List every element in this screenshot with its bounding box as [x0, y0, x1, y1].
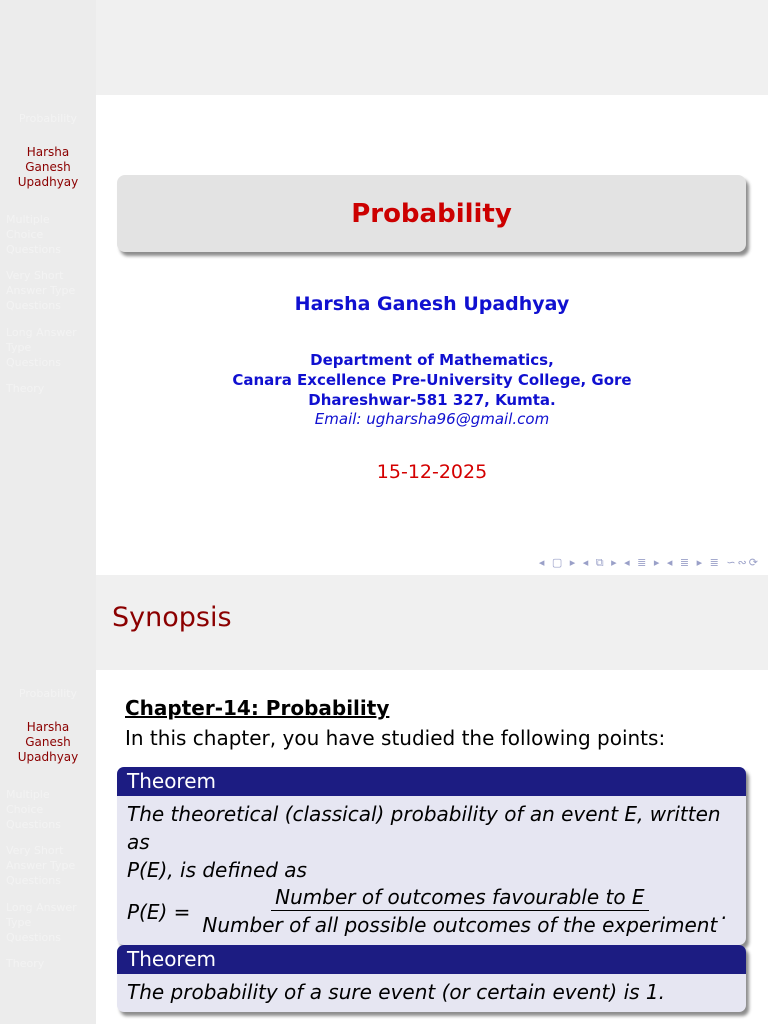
header-bar — [96, 0, 768, 95]
sidebar-title[interactable]: Probability — [18, 687, 78, 700]
title-box — [117, 175, 746, 252]
sidebar-section-long[interactable]: Long Answer Type Questions — [6, 901, 77, 944]
presentation-title: Probability — [351, 198, 512, 229]
email-link[interactable]: Email: ugharsha96@gmail.com — [314, 410, 550, 428]
sidebar-section-long[interactable]: Long Answer Type Questions — [6, 326, 77, 369]
sidebar — [0, 0, 96, 575]
fraction — [198, 884, 721, 939]
probability-formula: P(E) = $\frac{\text{Number of outcomes favourable to E}}{\text{Number of all possible outcomes of the experiment}}$ . — [127, 885, 728, 937]
date: 15-12-2025 — [376, 461, 488, 483]
theorem-heading: Theorem — [117, 767, 746, 796]
numerator: Number of outcomes favourable to E — [271, 884, 648, 911]
affiliation: Department of Mathematics, Canara Excellence Pre-University College, Gore Dhareshwar-581 327, Kumta. Email: ugharsha96@gmail.com — [96, 350, 768, 428]
sidebar-section-short[interactable]: Very Short Answer Type Questions — [6, 269, 76, 312]
denominator: Number of all possible outcomes of the experiment — [202, 913, 718, 937]
sidebar-title[interactable]: Probability — [18, 112, 78, 125]
sidebar-section-theory[interactable]: Theory — [6, 957, 45, 970]
navigation-symbols[interactable]: ◂ ▢ ▸ ◂ ⧉ ▸ ◂ ≣ ▸ ◂ ≣ ▸ ≣ ∽∾⟳ — [538, 556, 760, 569]
sidebar-section-short[interactable]: Very Short Answer Type Questions — [6, 844, 76, 887]
author-name: Harsha Ganesh Upadhyay — [294, 293, 570, 315]
sidebar-section-mcq[interactable]: Multiple Choice Questions — [6, 788, 61, 831]
sidebar — [0, 575, 96, 1024]
theorem-body: The probability of a sure event (or certain event) is 1. — [127, 980, 665, 1004]
theorem-block — [117, 767, 746, 945]
chapter-heading: Chapter-14: Probability — [125, 696, 390, 720]
sidebar-author: Harsha Ganesh Upadhyay — [17, 720, 79, 764]
theorem-block — [117, 945, 746, 1012]
synopsis-slide — [0, 575, 768, 1024]
sidebar-section-mcq[interactable]: Multiple Choice Questions — [6, 213, 61, 256]
sidebar-section-theory[interactable]: Theory — [6, 382, 45, 395]
intro-text: In this chapter, you have studied the following points: — [125, 726, 666, 750]
theorem-body: The theoretical (classical) probability of an event E, written as P(E), is defined as P(E) = $\frac{\text{Number of outcomes favourable to E}}{\text{Number of all possible outcomes of the experiment}}$ . — [117, 796, 746, 945]
frame-title: Synopsis — [112, 602, 232, 633]
theorem-heading: Theorem — [117, 945, 746, 974]
sidebar-author: Harsha Ganesh Upadhyay — [17, 145, 79, 189]
